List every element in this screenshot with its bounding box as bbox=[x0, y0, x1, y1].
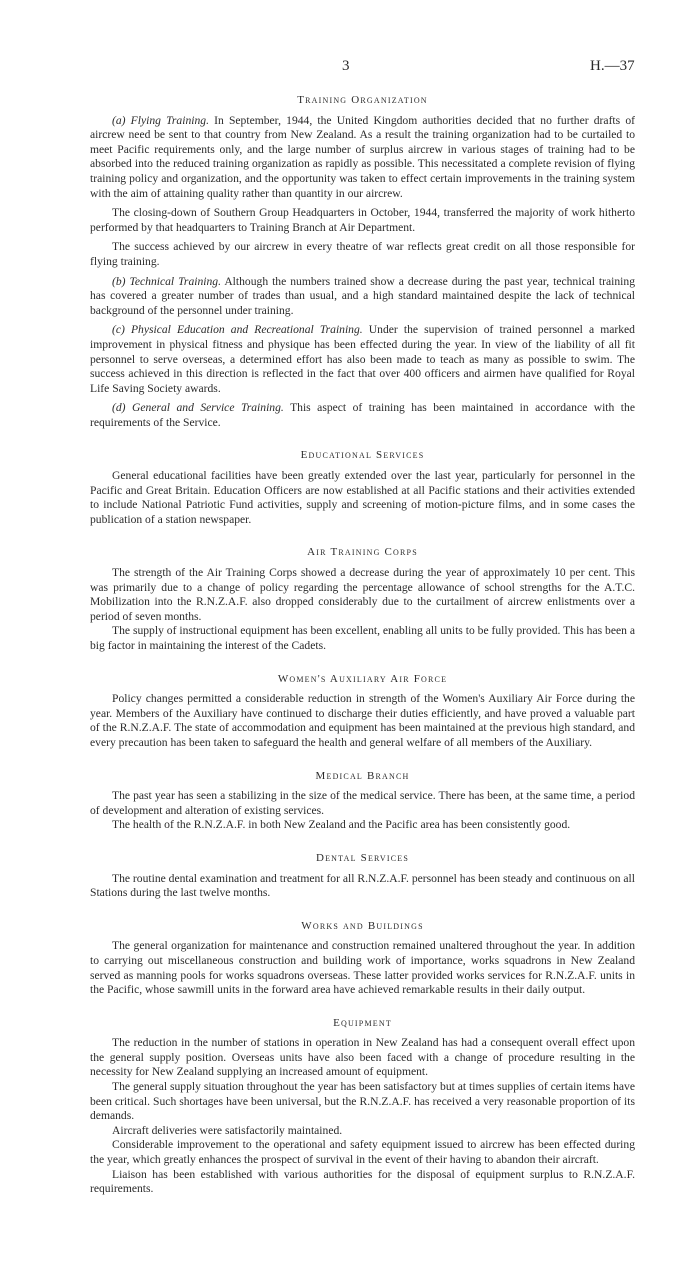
paragraph-atc-equipment: The supply of instructional equipment has been excellent, enabling all units to be fully provided. This has been a big factor in maintaining the interest of the Cadets. bbox=[90, 624, 635, 652]
paragraph-equipment-aircraft: Aircraft deliveries were satisfactorily maintained. bbox=[112, 1123, 343, 1137]
text-flying-training: In September, 1944, the United Kingdom authorities decided that no further drafts of aircrew need be sent to that country from New Zealand. As a result the training organization had to be curtailed to meet Pacific requirements only, and the large number of surplus aircrew in various stages of training had to be absorbed into the reduced training organization as rapidly as possible. This necessitated a complete revision of flying training policy and organization, and the opportunity was taken to effect certain improvements in the training system with the aim of attaining quality rather than quantity in our aircrew. bbox=[90, 113, 635, 200]
section-heading-equipment: Equipment bbox=[333, 1016, 392, 1029]
paragraph-technical-training bbox=[90, 275, 635, 319]
paragraph-physical-education bbox=[90, 323, 635, 396]
section-heading-dental-services: Dental Services bbox=[315, 851, 410, 864]
paragraph-equipment-disposal: Liaison has been established with various authorities for the disposal of equipment surplus to R.N.Z.A.F. requirements. bbox=[90, 1167, 635, 1196]
paragraph-equipment-stations: The reduction in the number of stations in operation in New Zealand has had a consequent overall effect upon the general supply position. Overseas units have also been faced with a change of procedure resulting in the necessity for New Zealand supplying an increased amount of equipment. bbox=[90, 1036, 635, 1079]
paragraph-equipment-safety: Considerable improvement to the operational and safety equipment issued to aircrew has been effected during the year, which greatly enhances the prospect of survival in the event of their having to abandon their aircraft. bbox=[90, 1138, 635, 1167]
text-general-service-training: This aspect of training has been maintained in accordance with the requirements of the Service. bbox=[90, 401, 635, 429]
document-reference: H.—37 bbox=[590, 58, 635, 74]
section-heading-training-organization: Training Organization bbox=[297, 94, 428, 106]
subheading-flying-training: (a) Flying Training. bbox=[112, 113, 209, 127]
paragraph-equipment-supply: The general supply situation throughout the year has been satisfactory but at times supplies of certain items have been critical. Such shortages have been universal, but the R.N.Z.A.F. has received a very reasonable proportion of its demands. bbox=[90, 1080, 635, 1123]
paragraph-works-and-buildings: The general organization for maintenance and construction remained unaltered throughout the year. In addition to carrying out miscellaneous construction and building work of importance, works squadrons in New Zealand served as manning pools for works squadrons overseas. These latter provided works services for R.N.Z.A.F. units in the Pacific, whose sawmill units in the forward area have achieved remarkable results in their daily output. bbox=[90, 939, 635, 997]
text-physical-education: Under the supervision of trained personnel a marked improvement in physical fitness and physique has been effected during the year. In view of the liability of all fit personnel to serve overseas, a determined effort has also been made to teach as many as possible to swim. The success achieved in this direction is reflected in the fact that over 400 officers and airmen have qualified for Royal Life Saving Society awards. bbox=[90, 323, 635, 395]
paragraph-educational-services: General educational facilities have been greatly extended over the last year, particularly for personnel in the Pacific and Great Britain. Education Officers are now established at all Pacific stations and their activities extended to include National Patriotic Fund activities, supply and screening of motion-picture films, and in some cases the publication of a station newspaper. bbox=[90, 469, 635, 526]
subheading-general-service-training: (d) General and Service Training. bbox=[112, 401, 284, 415]
paragraph-general-service-training bbox=[90, 401, 635, 430]
paragraph-southern-group: The closing-down of Southern Group Headquarters in October, 1944, transferred the majority of work hitherto performed by that headquarters to Training Branch at Air Department. bbox=[90, 206, 635, 234]
page-number: 3 bbox=[342, 58, 350, 74]
paragraph-atc-strength: The strength of the Air Training Corps showed a decrease during the year of approximately 10 per cent. This was primarily due to a change of policy regarding the percentage allowance of school strengths for the A.T.C. Mobilization into the R.N.Z.A.F. also dropped considerably due to the curtailment of aircrew enlistments over a period of seven months. bbox=[90, 566, 635, 623]
paragraph-flying-training bbox=[90, 114, 635, 202]
section-heading-air-training-corps: Air Training Corps bbox=[307, 546, 418, 559]
paragraph-aircrew-success: The success achieved by our aircrew in every theatre of war reflects great credit on all those responsible for flying training. bbox=[90, 240, 635, 268]
paragraph-dental-services: The routine dental examination and treatment for all R.N.Z.A.F. personnel has been steady and continuous on all Stations during the last twelve months. bbox=[90, 871, 635, 900]
paragraph-waaf: Policy changes permitted a considerable reduction in strength of the Women's Auxiliary Air Force during the year. Members of the Auxiliary have continued to discharge their duties efficiently, and have proved a valuable part of the R.N.Z.A.F. The state of accommodation and equipment has been maintained at the previous high standard, and every precaution has been taken to safeguard the health and general welfare of all members of the Auxiliary. bbox=[90, 692, 635, 749]
section-heading-medical-branch: Medical Branch bbox=[315, 769, 410, 782]
text-technical-training: Although the numbers trained show a decrease during the past year, technical training has covered a greater number of trades than usual, and a high standard maintained despite the lack of technical background of the personnel under training. bbox=[90, 274, 635, 317]
subheading-technical-training: (b) Technical Training. bbox=[112, 274, 221, 288]
section-heading-waaf: Women's Auxiliary Air Force bbox=[277, 672, 448, 685]
subheading-physical-education: (c) Physical Education and Recreational Training. bbox=[112, 323, 363, 337]
section-heading-works-and-buildings: Works and Buildings bbox=[301, 919, 424, 932]
page-body bbox=[90, 93, 635, 1202]
section-heading-educational-services: Educational Services bbox=[300, 449, 425, 462]
paragraph-medical-health: The health of the R.N.Z.A.F. in both New Zealand and the Pacific area has been consistently good. bbox=[112, 818, 571, 832]
paragraph-medical-service: The past year has seen a stabilizing in the size of the medical service. There has been, at the same time, a period of development and alteration of existing services. bbox=[90, 789, 635, 817]
page-header bbox=[0, 58, 700, 78]
